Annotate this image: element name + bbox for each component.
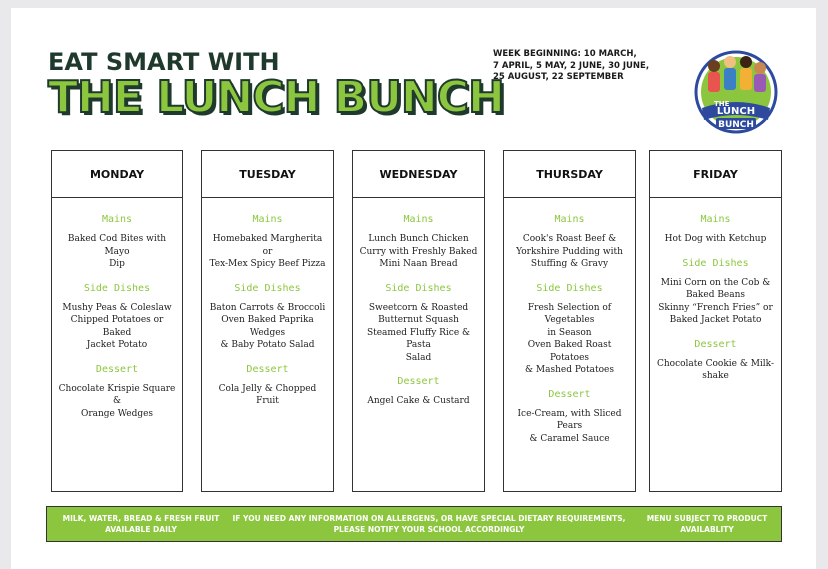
footer-line: IF YOU NEED ANY INFORMATION ON ALLERGENS, OR HAVE SPECIAL DIETARY REQUIREMENTS, — [232, 514, 626, 523]
dish-line: in Season — [547, 327, 592, 338]
dish-line: Fresh Selection of Vegetables — [527, 302, 612, 325]
day-header: FRIDAY — [650, 151, 781, 198]
dessert-label: Dessert — [397, 376, 440, 387]
logo-text-the: THE — [714, 100, 730, 108]
dish-line: Hot Dog with Ketchup — [664, 234, 767, 244]
dessert-label: Dessert — [694, 338, 737, 350]
side-dishes-label: Side Dishes — [234, 282, 301, 294]
dish-line: Mini Corn on the Cob & — [660, 277, 771, 288]
dish-line: & Baby Potato Salad — [220, 340, 315, 350]
dessert-label: Dessert — [95, 363, 139, 375]
title-line-2: THE LUNCH BUNCH — [48, 72, 504, 123]
dish-line: Salad — [405, 352, 432, 363]
footer-line: AVAILABLE DAILY — [105, 525, 177, 534]
footer-line: MENU SUBJECT TO PRODUCT — [646, 514, 768, 523]
side-dishes-label: Side Dishes — [385, 282, 452, 294]
dish-line: Cook's Roast Beef & — [522, 234, 617, 244]
dish-line: Yorkshire Pudding with — [516, 246, 623, 257]
side-dishes-label: Side Dishes — [536, 282, 603, 294]
dish-line: Jacket Potato — [86, 340, 148, 350]
day-column-tuesday — [201, 150, 334, 492]
side-dishes-label: Side Dishes — [682, 257, 749, 269]
day-column-monday — [51, 150, 183, 492]
dish-line: Skinny “French Fries” or — [658, 302, 773, 313]
mains-label: Mains — [554, 214, 585, 225]
dish-line: Stuffing & Gravy — [530, 259, 609, 269]
footer-line: MILK, WATER, BREAD & FRESH FRUIT — [62, 514, 220, 523]
dish-line: Chocolate Cookie & Milk- — [656, 358, 775, 369]
logo-text-lunch: LUNCH — [716, 106, 756, 117]
title-line-1: EAT SMART WITH — [48, 48, 280, 76]
dish-line: Lunch Bunch Chicken — [368, 234, 469, 244]
mains-label: Mains — [101, 214, 133, 225]
week-line: WEEK BEGINNING: 10 MARCH, — [493, 49, 637, 59]
dish-line: Baked Jacket Potato — [669, 315, 762, 325]
footer-banner — [46, 506, 782, 542]
week-beginning — [493, 49, 653, 84]
day-column-wednesday — [352, 150, 485, 492]
dish-line: Chocolate Krispie Square & — [58, 383, 176, 406]
mains-label: Mains — [700, 214, 731, 225]
dish-line: Baton Carrots & Broccoli — [209, 302, 326, 313]
dish-line: Mushy Peas & Coleslaw — [62, 302, 172, 313]
dish-line: Angel Cake & Custard — [367, 396, 470, 406]
dish-line: Baked Cod Bites with Mayo — [67, 234, 167, 257]
dish-line: Mini Naan Bread — [379, 259, 458, 269]
day-header: MONDAY — [52, 151, 182, 198]
footer-right-note — [637, 513, 777, 535]
dish-line: Oven Baked Roast Potatoes — [527, 340, 612, 363]
dish-line: Orange Wedges — [80, 408, 154, 419]
footer-line: PLEASE NOTIFY YOUR SCHOOL ACCORDINGLY — [333, 525, 525, 534]
footer-line: AVAILABLITY — [680, 525, 734, 534]
footer-left-note — [51, 513, 231, 535]
day-header: THURSDAY — [504, 151, 635, 198]
day-column-friday — [649, 150, 782, 492]
dish-line: Cola Jelly & Chopped Fruit — [218, 383, 317, 406]
dish-line: & Mashed Potatoes — [525, 365, 614, 375]
footer-allergen-note — [231, 513, 627, 535]
day-header: WEDNESDAY — [353, 151, 484, 198]
dish-line: Ice-Cream, with Sliced Pears — [517, 408, 622, 431]
dish-line: Steamed Fluffy Rice & Pasta — [366, 327, 471, 350]
logo-text-bunch: BUNCH — [718, 120, 754, 130]
day-column-thursday — [503, 150, 636, 492]
dish-line: Homebaked Margherita or — [212, 234, 323, 257]
dish-line: Baked Beans — [685, 290, 746, 300]
lunch-bunch-logo — [694, 48, 778, 136]
mains-label: Mains — [403, 214, 434, 225]
week-line: 7 APRIL, 5 MAY, 2 JUNE, 30 JUNE, — [493, 60, 650, 71]
dish-line: Dip — [109, 259, 125, 269]
dish-line: Sweetcorn & Roasted — [368, 302, 469, 313]
dish-line: shake — [702, 371, 729, 381]
dish-line: & Caramel Sauce — [529, 433, 610, 444]
week-line: 25 AUGUST, 22 SEPTEMBER — [493, 72, 624, 82]
side-dishes-label: Side Dishes — [83, 282, 151, 294]
mains-label: Mains — [252, 214, 283, 225]
dessert-label: Dessert — [548, 388, 591, 400]
dish-line: Curry with Freshly Baked — [359, 246, 478, 257]
day-header: TUESDAY — [202, 151, 333, 198]
dish-line: Chipped Potatoes or Baked — [70, 315, 164, 338]
menu-page — [11, 8, 816, 569]
dessert-label: Dessert — [246, 363, 289, 375]
dish-line: Tex-Mex Spicy Beef Pizza — [209, 259, 326, 269]
dish-line: Oven Baked Paprika Wedges — [221, 315, 314, 338]
dish-line: Butternut Squash — [378, 315, 459, 325]
